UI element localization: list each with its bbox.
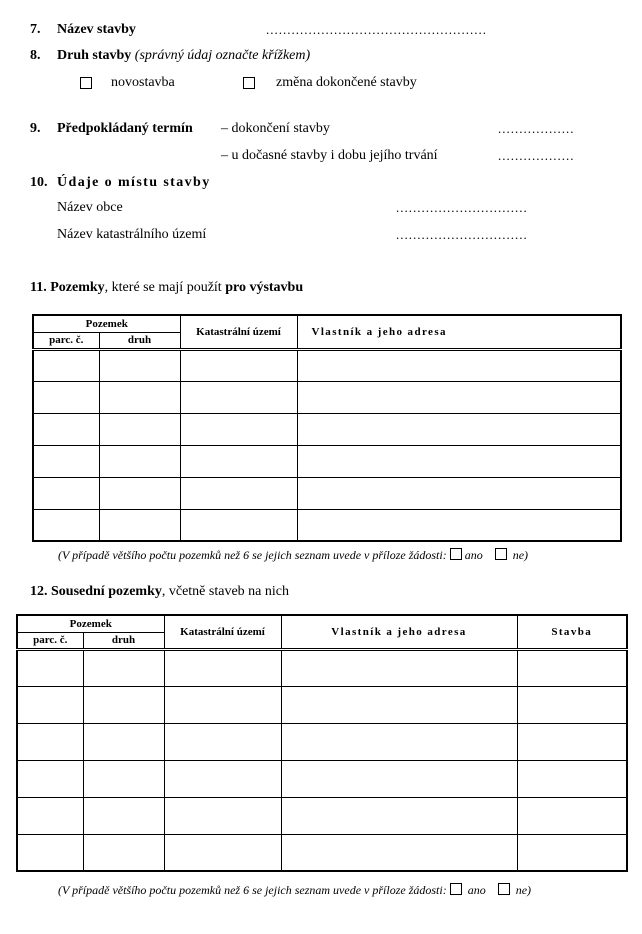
cell[interactable] [281, 723, 517, 760]
section-8-title: Druh stavby [57, 48, 132, 63]
cell[interactable] [164, 834, 281, 871]
cell[interactable] [180, 445, 297, 477]
cell[interactable] [517, 834, 627, 871]
section-10-title: Údaje o místu stavby [57, 175, 211, 190]
table-row [33, 349, 621, 381]
cell[interactable] [17, 723, 83, 760]
section-9-title: Předpokládaný termín [57, 121, 193, 136]
section-12-text: , včetně staveb na nich [161, 584, 289, 599]
cell[interactable] [164, 797, 281, 834]
owner-header: Vlastník a jeho adresa [281, 615, 517, 649]
section-11-emphasis: pro výstavbu [225, 280, 304, 295]
table-row [17, 649, 627, 686]
cell[interactable] [99, 349, 180, 381]
plot-header: Pozemek [17, 615, 164, 632]
plots-no-checkbox[interactable] [495, 548, 507, 560]
cell[interactable] [99, 381, 180, 413]
cell[interactable] [33, 509, 99, 541]
plots-no-label: ne) [512, 548, 529, 562]
cell[interactable] [180, 477, 297, 509]
plots-note [58, 548, 528, 563]
cell[interactable] [83, 686, 164, 723]
cell[interactable] [281, 686, 517, 723]
neighbour-no-checkbox[interactable] [498, 883, 510, 895]
neighbour-note-text: (V případě většího počtu pozemků než 6 se jejich seznam uvede v příloze žádosti: [58, 883, 447, 897]
cell[interactable] [297, 509, 621, 541]
completion-label: – dokončení stavby [221, 121, 330, 136]
cell[interactable] [83, 760, 164, 797]
building-header: Stavba [517, 615, 627, 649]
cell[interactable] [517, 723, 627, 760]
municipality-field[interactable]: ............................... [396, 200, 528, 215]
cell[interactable] [17, 686, 83, 723]
cell[interactable] [180, 381, 297, 413]
section-7-number: 7. [30, 22, 41, 37]
type-header: druh [83, 632, 164, 649]
cell[interactable] [17, 760, 83, 797]
cell[interactable] [99, 477, 180, 509]
section-11-text: , které se mají použít [104, 280, 226, 295]
cell[interactable] [517, 797, 627, 834]
section-11-number: 11. [30, 280, 47, 295]
cadastral-header: Katastrální území [180, 315, 297, 349]
section-8-number: 8. [30, 48, 41, 63]
table-row [33, 477, 621, 509]
parcel-number-header: parc. č. [33, 332, 99, 349]
table-row [33, 445, 621, 477]
cell[interactable] [164, 686, 281, 723]
cell[interactable] [517, 760, 627, 797]
cell[interactable] [83, 649, 164, 686]
temporary-duration-field[interactable]: .................. [498, 148, 575, 163]
type-header: druh [99, 332, 180, 349]
cell[interactable] [83, 723, 164, 760]
section-10-number: 10. [30, 175, 48, 190]
cell[interactable] [33, 413, 99, 445]
cell[interactable] [33, 381, 99, 413]
table-row [17, 723, 627, 760]
cell[interactable] [33, 477, 99, 509]
neighbour-yes-checkbox[interactable] [450, 883, 462, 895]
cell[interactable] [281, 649, 517, 686]
cell[interactable] [517, 649, 627, 686]
plots-table [32, 314, 622, 542]
cell[interactable] [297, 349, 621, 381]
cell[interactable] [297, 477, 621, 509]
table-row [17, 760, 627, 797]
cell[interactable] [33, 349, 99, 381]
section-8-heading [57, 48, 310, 64]
cell[interactable] [99, 413, 180, 445]
cadastral-header: Katastrální území [164, 615, 281, 649]
table-row [17, 797, 627, 834]
plots-yes-checkbox[interactable] [450, 548, 462, 560]
cell[interactable] [164, 723, 281, 760]
table-row [17, 686, 627, 723]
owner-header: Vlastník a jeho adresa [297, 315, 621, 349]
cell[interactable] [33, 445, 99, 477]
cell[interactable] [17, 649, 83, 686]
section-12-title: Sousední pozemky [51, 584, 162, 599]
cell[interactable] [297, 413, 621, 445]
cell[interactable] [281, 760, 517, 797]
cell[interactable] [297, 381, 621, 413]
cell[interactable] [99, 445, 180, 477]
table-row [33, 413, 621, 445]
section-9-number: 9. [30, 121, 41, 136]
cell[interactable] [99, 509, 180, 541]
section-11-heading [30, 280, 303, 296]
cell[interactable] [180, 413, 297, 445]
building-change-checkbox[interactable] [243, 77, 255, 89]
cell[interactable] [297, 445, 621, 477]
section-7-title: Název stavby [57, 22, 136, 37]
cell[interactable] [83, 797, 164, 834]
cell[interactable] [164, 649, 281, 686]
table-row [17, 834, 627, 871]
building-change-label: změna dokončené stavby [276, 75, 417, 90]
parcel-number-header: parc. č. [17, 632, 83, 649]
section-11-title: Pozemky [50, 280, 105, 295]
plots-note-text: (V případě většího počtu pozemků než 6 se jejich seznam uvede v příloze žádosti: [58, 548, 447, 562]
section-12-number: 12. [30, 584, 48, 599]
neighbour-yes-label: ano [467, 883, 486, 897]
cell[interactable] [17, 797, 83, 834]
neighbour-no-label: ne) [515, 883, 532, 897]
cadastral-area-field[interactable]: ............................... [396, 227, 528, 242]
plots-yes-label: ano [464, 548, 483, 562]
completion-field[interactable]: .................. [498, 121, 575, 136]
neighbour-note [58, 883, 531, 898]
table-row [33, 509, 621, 541]
neighbouring-plots-table [16, 614, 628, 872]
section-12-heading [30, 584, 289, 600]
cell[interactable] [517, 686, 627, 723]
section-8-hint: (správný údaj označte křížkem) [134, 48, 311, 63]
cell[interactable] [164, 760, 281, 797]
plot-header: Pozemek [33, 315, 180, 332]
table-row [33, 381, 621, 413]
building-name-field[interactable]: .................................................... [266, 22, 487, 37]
municipality-label: Název obce [57, 200, 123, 215]
cell[interactable] [281, 834, 517, 871]
cell[interactable] [281, 797, 517, 834]
cadastral-area-label: Název katastrálního území [57, 227, 207, 242]
new-building-label: novostavba [111, 75, 175, 90]
cell[interactable] [17, 834, 83, 871]
cell[interactable] [83, 834, 164, 871]
new-building-checkbox[interactable] [80, 77, 92, 89]
cell[interactable] [180, 349, 297, 381]
cell[interactable] [180, 509, 297, 541]
temporary-duration-label: – u dočasné stavby i dobu jejího trvání [221, 148, 438, 163]
